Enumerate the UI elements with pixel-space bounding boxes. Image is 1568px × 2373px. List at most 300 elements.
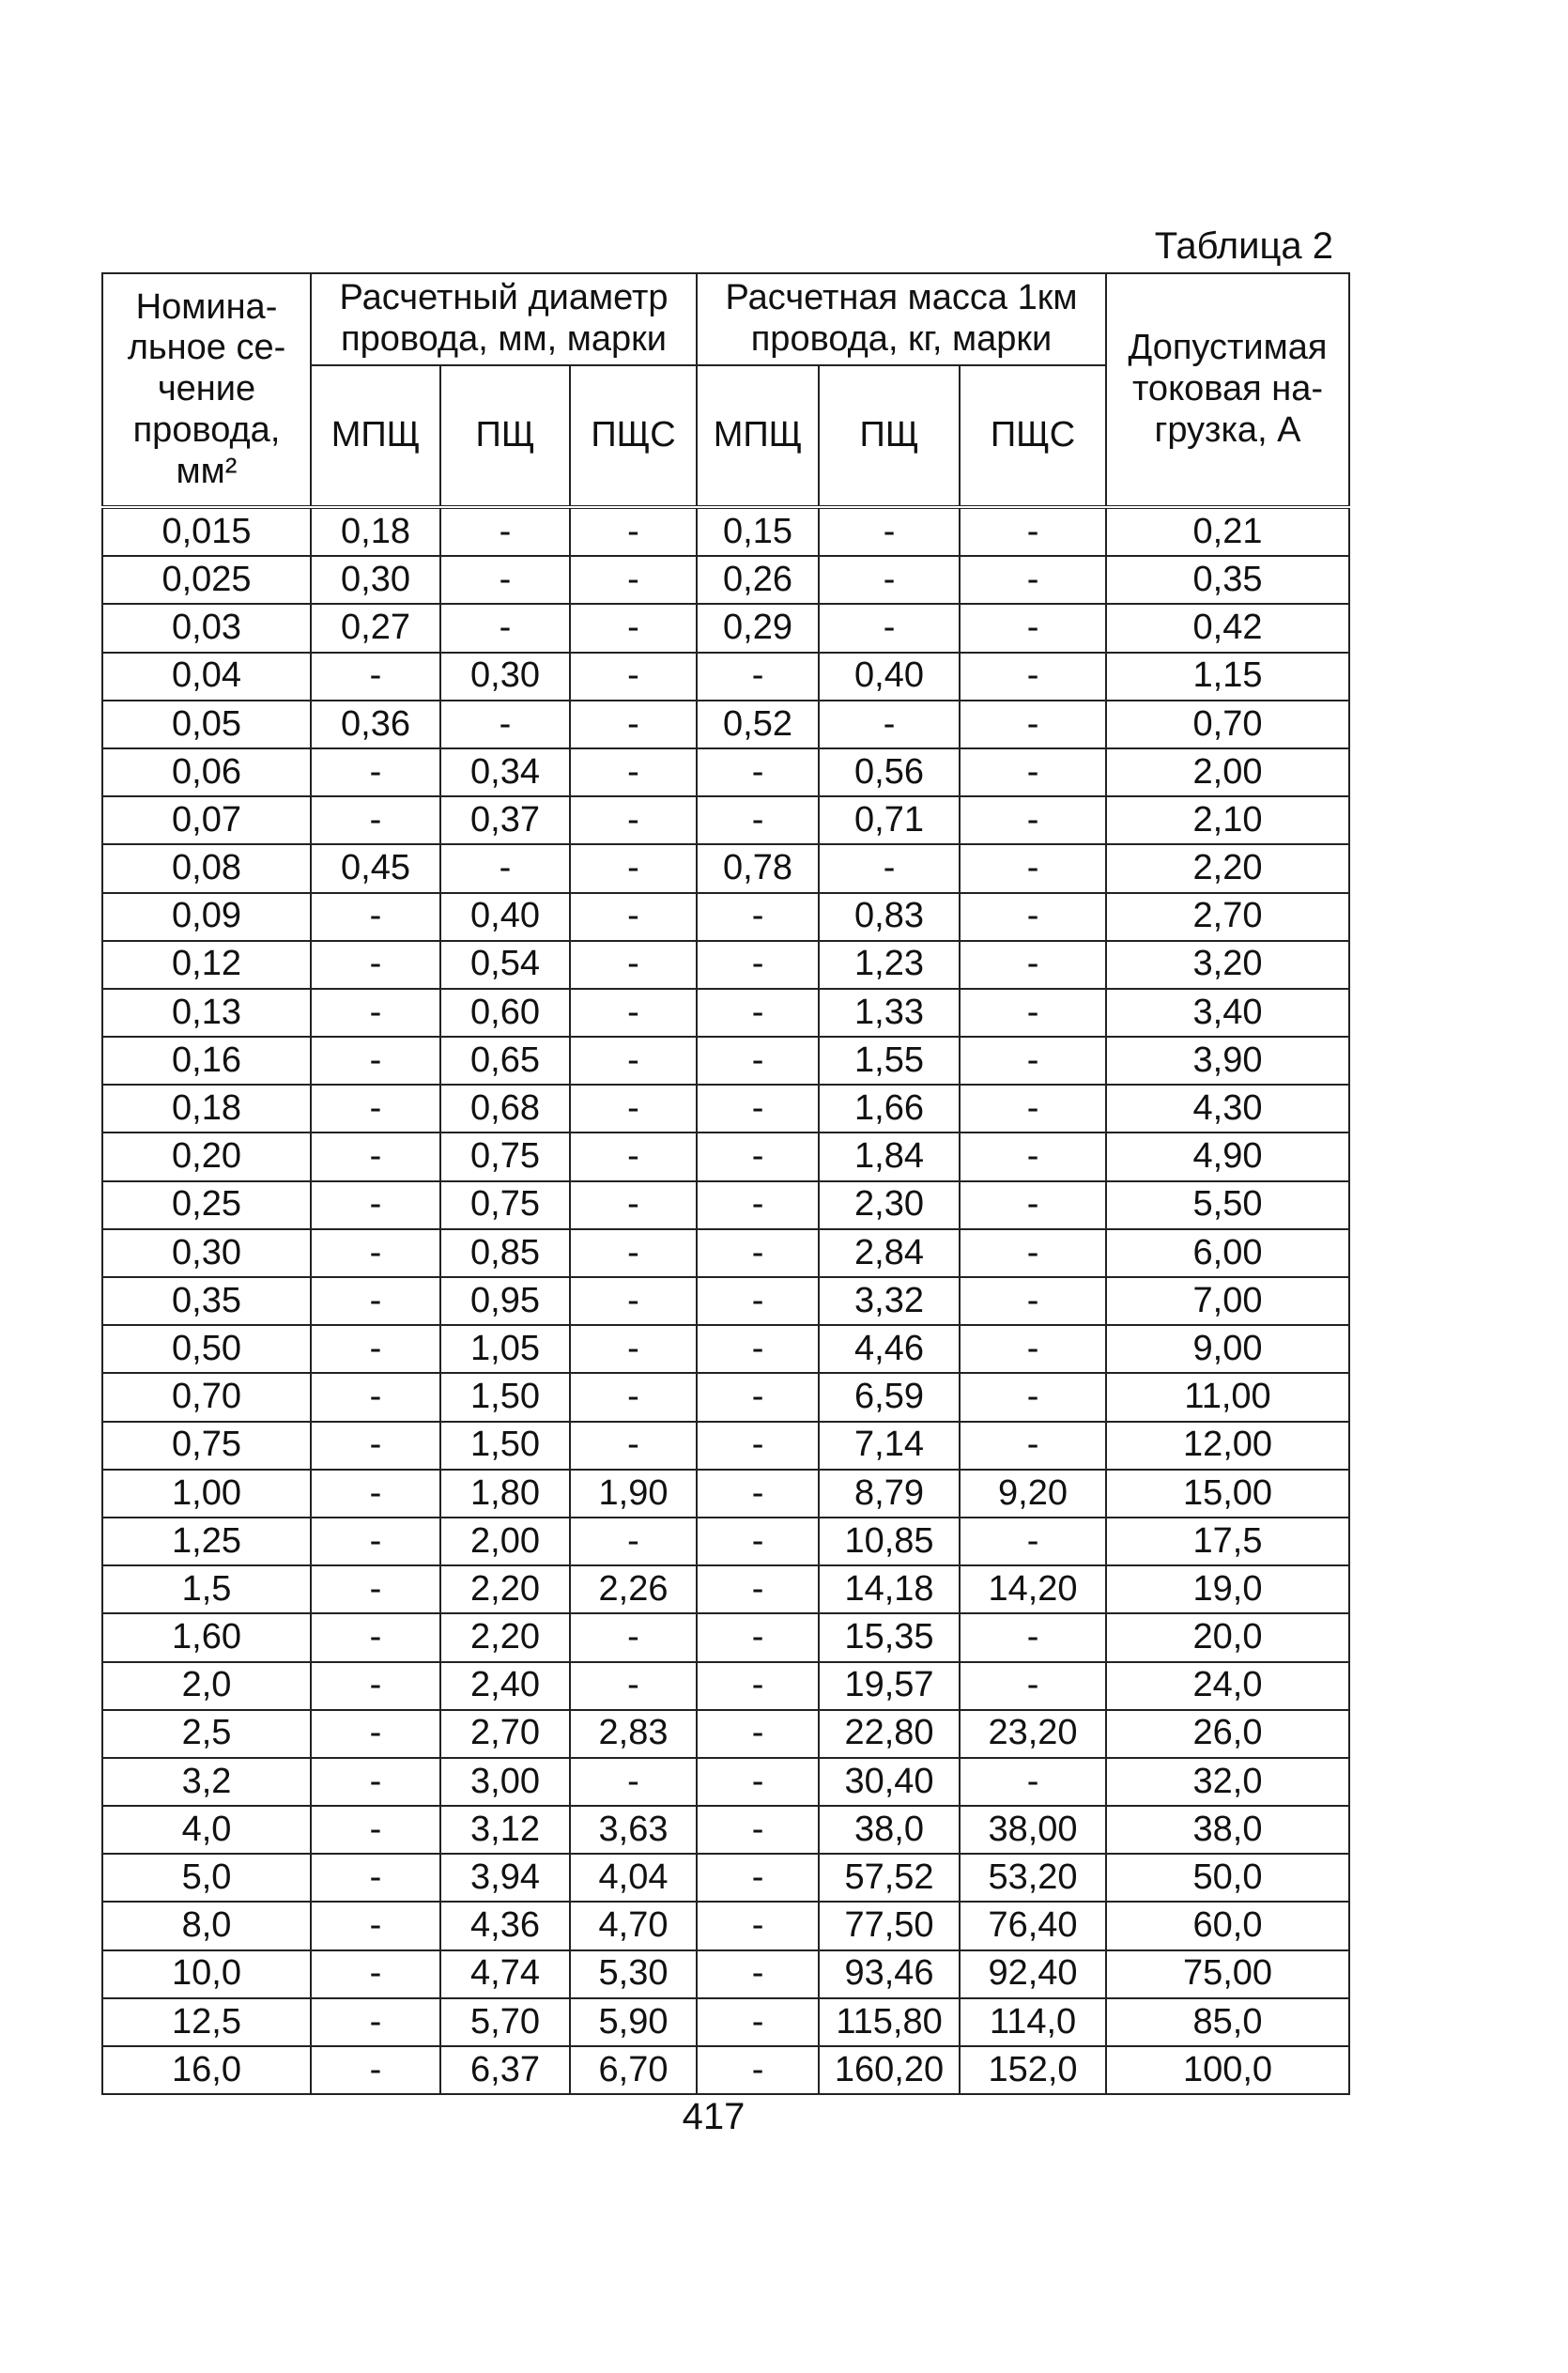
cell-diameter-pshs: 5,90 [570,1998,697,2046]
cell-diameter-pshs: - [570,1758,697,1806]
cell-diameter-pshs: - [570,1037,697,1085]
header-mass-pshs: ПЩС [960,365,1106,507]
cell-mass-mpsh: - [697,1710,819,1758]
cell-current: 1,15 [1106,653,1349,701]
cell-mass-psh: 0,56 [819,748,960,796]
cell-section: 1,00 [102,1470,311,1518]
cell-diameter-psh: 0,37 [440,796,570,844]
cell-diameter-psh: 0,75 [440,1133,570,1180]
table-row [102,1470,1349,1518]
cell-diameter-mpsh: 0,45 [311,844,440,892]
table-row [102,1518,1349,1565]
cell-diameter-pshs: - [570,1662,697,1710]
cell-current: 75,00 [1106,1950,1349,1998]
cell-diameter-psh: 0,40 [440,893,570,941]
cell-diameter-mpsh: - [311,1277,440,1325]
cell-mass-pshs: - [960,507,1106,556]
cell-section: 12,5 [102,1998,311,2046]
cell-section: 2,5 [102,1710,311,1758]
cell-mass-mpsh: 0,29 [697,604,819,652]
cell-diameter-mpsh: - [311,1950,440,1998]
cell-current: 2,10 [1106,796,1349,844]
cell-mass-pshs: - [960,941,1106,989]
cell-diameter-mpsh: - [311,1085,440,1133]
cell-mass-psh: 77,50 [819,1902,960,1949]
cell-mass-pshs: - [960,1422,1106,1470]
cell-current: 0,35 [1106,556,1349,604]
cell-mass-psh: 30,40 [819,1758,960,1806]
cell-diameter-pshs: - [570,507,697,556]
cell-mass-pshs: - [960,893,1106,941]
cell-diameter-pshs: - [570,1613,697,1661]
cell-diameter-pshs: 4,70 [570,1902,697,1949]
cell-mass-pshs: - [960,653,1106,701]
cell-diameter-psh: 4,36 [440,1902,570,1949]
cell-diameter-mpsh: - [311,1758,440,1806]
table-row [102,1854,1349,1902]
cell-diameter-pshs: - [570,653,697,701]
cell-diameter-pshs: - [570,796,697,844]
cell-mass-pshs: - [960,556,1106,604]
cell-diameter-pshs: 6,70 [570,2046,697,2094]
cell-diameter-psh: - [440,844,570,892]
cell-mass-mpsh: 0,52 [697,701,819,748]
table-row [102,2046,1349,2094]
cell-diameter-mpsh: - [311,1422,440,1470]
cell-diameter-mpsh: 0,18 [311,507,440,556]
cell-section: 3,2 [102,1758,311,1806]
cell-mass-psh: 4,46 [819,1325,960,1373]
cell-mass-pshs: 38,00 [960,1806,1106,1854]
cell-mass-mpsh: - [697,1758,819,1806]
table-row [102,604,1349,652]
cell-mass-mpsh: - [697,796,819,844]
cell-mass-psh: 2,30 [819,1181,960,1229]
cell-diameter-mpsh: - [311,989,440,1037]
cell-diameter-pshs: - [570,941,697,989]
cell-mass-mpsh: 0,15 [697,507,819,556]
cell-mass-pshs: - [960,748,1106,796]
cell-section: 0,30 [102,1229,311,1277]
cell-diameter-mpsh: - [311,1662,440,1710]
table-row [102,1325,1349,1373]
cell-diameter-mpsh: - [311,1854,440,1902]
cell-section: 0,20 [102,1133,311,1180]
cell-section: 0,03 [102,604,311,652]
cell-mass-mpsh: - [697,941,819,989]
cell-diameter-psh: 0,65 [440,1037,570,1085]
cell-diameter-pshs: 4,04 [570,1854,697,1902]
cell-diameter-mpsh: - [311,748,440,796]
cell-mass-pshs: - [960,604,1106,652]
cell-section: 0,06 [102,748,311,796]
cell-diameter-psh: 5,70 [440,1998,570,2046]
cell-diameter-psh: 0,75 [440,1181,570,1229]
cell-section: 5,0 [102,1854,311,1902]
wire-data-table [101,272,1350,2095]
cell-diameter-psh: - [440,507,570,556]
cell-diameter-psh: - [440,556,570,604]
table-row [102,701,1349,748]
cell-current: 0,70 [1106,701,1349,748]
cell-mass-psh: 160,20 [819,2046,960,2094]
cell-mass-pshs: - [960,1085,1106,1133]
cell-mass-mpsh: - [697,1037,819,1085]
cell-diameter-pshs: - [570,1325,697,1373]
cell-current: 2,70 [1106,893,1349,941]
cell-mass-psh: 2,84 [819,1229,960,1277]
table-row [102,893,1349,941]
cell-mass-pshs: 152,0 [960,2046,1106,2094]
cell-diameter-psh: 2,40 [440,1662,570,1710]
cell-mass-pshs: - [960,1518,1106,1565]
cell-diameter-psh: 2,20 [440,1613,570,1661]
cell-diameter-psh: - [440,701,570,748]
cell-diameter-pshs: - [570,1422,697,1470]
cell-section: 4,0 [102,1806,311,1854]
cell-section: 0,25 [102,1181,311,1229]
cell-mass-mpsh: - [697,989,819,1037]
cell-mass-psh: 38,0 [819,1806,960,1854]
cell-diameter-psh: 0,54 [440,941,570,989]
cell-diameter-mpsh: - [311,653,440,701]
cell-diameter-mpsh: - [311,1518,440,1565]
cell-current: 38,0 [1106,1806,1349,1854]
cell-mass-mpsh: - [697,1085,819,1133]
cell-mass-psh: 0,83 [819,893,960,941]
cell-diameter-mpsh: - [311,1229,440,1277]
cell-mass-pshs: - [960,1229,1106,1277]
cell-mass-pshs: 14,20 [960,1565,1106,1613]
cell-section: 0,35 [102,1277,311,1325]
cell-diameter-psh: - [440,604,570,652]
cell-mass-pshs: - [960,1613,1106,1661]
cell-mass-psh: - [819,604,960,652]
cell-mass-mpsh: - [697,1950,819,1998]
cell-diameter-mpsh: - [311,796,440,844]
table-row [102,1758,1349,1806]
cell-diameter-pshs: - [570,844,697,892]
table-row [102,507,1349,556]
cell-mass-mpsh: - [697,1181,819,1229]
cell-mass-mpsh: - [697,1613,819,1661]
cell-diameter-psh: 0,85 [440,1229,570,1277]
cell-diameter-psh: 1,80 [440,1470,570,1518]
cell-mass-mpsh: - [697,748,819,796]
cell-mass-pshs: - [960,701,1106,748]
cell-diameter-mpsh: - [311,941,440,989]
cell-current: 3,90 [1106,1037,1349,1085]
cell-mass-mpsh: - [697,1229,819,1277]
cell-current: 7,00 [1106,1277,1349,1325]
cell-section: 0,025 [102,556,311,604]
cell-mass-pshs: 76,40 [960,1902,1106,1949]
table-row [102,1902,1349,1949]
cell-section: 0,18 [102,1085,311,1133]
cell-diameter-pshs: - [570,1518,697,1565]
cell-current: 20,0 [1106,1613,1349,1661]
table-row [102,1181,1349,1229]
cell-diameter-pshs: 2,26 [570,1565,697,1613]
header-diameter-mpsh: МПЩ [311,365,440,507]
table-row [102,1998,1349,2046]
table-row [102,1373,1349,1421]
cell-current: 12,00 [1106,1422,1349,1470]
cell-current: 17,5 [1106,1518,1349,1565]
cell-mass-psh: 22,80 [819,1710,960,1758]
cell-diameter-mpsh: - [311,1181,440,1229]
cell-mass-psh: 1,33 [819,989,960,1037]
cell-current: 32,0 [1106,1758,1349,1806]
header-current: Допустимая токовая на-грузка, А [1106,273,1349,507]
cell-section: 16,0 [102,2046,311,2094]
cell-diameter-psh: 1,50 [440,1422,570,1470]
header-diameter-pshs: ПЩС [570,365,697,507]
cell-diameter-pshs: 1,90 [570,1470,697,1518]
table-row [102,1037,1349,1085]
cell-current: 2,00 [1106,748,1349,796]
cell-mass-psh: 93,46 [819,1950,960,1998]
table-row [102,1565,1349,1613]
cell-section: 10,0 [102,1950,311,1998]
table-row [102,1133,1349,1180]
cell-diameter-psh: 0,30 [440,653,570,701]
cell-section: 0,015 [102,507,311,556]
table-row [102,844,1349,892]
cell-diameter-mpsh: - [311,1806,440,1854]
cell-mass-psh: - [819,556,960,604]
cell-mass-psh: 0,71 [819,796,960,844]
cell-diameter-psh: 1,05 [440,1325,570,1373]
cell-section: 0,16 [102,1037,311,1085]
cell-mass-mpsh: - [697,1565,819,1613]
cell-diameter-psh: 6,37 [440,2046,570,2094]
cell-mass-psh: 1,84 [819,1133,960,1180]
cell-diameter-psh: 0,34 [440,748,570,796]
cell-diameter-mpsh: - [311,2046,440,2094]
cell-mass-pshs: 114,0 [960,1998,1106,2046]
cell-diameter-psh: 0,60 [440,989,570,1037]
cell-mass-psh: - [819,844,960,892]
cell-mass-psh: 57,52 [819,1854,960,1902]
table-row [102,796,1349,844]
cell-mass-pshs: - [960,796,1106,844]
header-section: Номина-льное се-чение провода, мм² [102,273,311,507]
cell-diameter-pshs: - [570,893,697,941]
cell-mass-psh: 8,79 [819,1470,960,1518]
cell-diameter-mpsh: - [311,1998,440,2046]
cell-mass-pshs: - [960,1037,1106,1085]
table-row [102,989,1349,1037]
cell-diameter-pshs: - [570,556,697,604]
cell-current: 3,40 [1106,989,1349,1037]
cell-section: 0,50 [102,1325,311,1373]
cell-mass-psh: 1,66 [819,1085,960,1133]
cell-mass-psh: - [819,701,960,748]
table-header [102,273,1349,507]
cell-diameter-pshs: - [570,701,697,748]
cell-current: 0,42 [1106,604,1349,652]
cell-section: 0,09 [102,893,311,941]
cell-diameter-pshs: 5,30 [570,1950,697,1998]
cell-current: 50,0 [1106,1854,1349,1902]
table-row [102,653,1349,701]
cell-mass-psh: 1,55 [819,1037,960,1085]
cell-mass-mpsh: - [697,893,819,941]
cell-mass-mpsh: - [697,1902,819,1949]
cell-mass-pshs: - [960,1325,1106,1373]
cell-diameter-pshs: - [570,1133,697,1180]
cell-section: 8,0 [102,1902,311,1949]
table-row [102,1085,1349,1133]
cell-mass-mpsh: - [697,1470,819,1518]
cell-current: 19,0 [1106,1565,1349,1613]
cell-mass-mpsh: - [697,1133,819,1180]
cell-mass-psh: 3,32 [819,1277,960,1325]
cell-mass-psh: - [819,507,960,556]
cell-mass-pshs: - [960,1662,1106,1710]
cell-mass-mpsh: - [697,1373,819,1421]
cell-diameter-mpsh: - [311,1613,440,1661]
cell-diameter-pshs: - [570,1373,697,1421]
cell-current: 4,90 [1106,1133,1349,1180]
cell-section: 0,13 [102,989,311,1037]
cell-mass-mpsh: - [697,653,819,701]
table-caption: Таблица 2 [1154,225,1333,267]
cell-mass-pshs: - [960,1181,1106,1229]
cell-section: 0,05 [102,701,311,748]
cell-section: 1,25 [102,1518,311,1565]
cell-mass-mpsh: - [697,1806,819,1854]
cell-mass-pshs: - [960,844,1106,892]
cell-mass-psh: 15,35 [819,1613,960,1661]
header-diameter-psh: ПЩ [440,365,570,507]
cell-diameter-psh: 3,94 [440,1854,570,1902]
cell-current: 0,21 [1106,507,1349,556]
cell-current: 4,30 [1106,1085,1349,1133]
cell-mass-psh: 10,85 [819,1518,960,1565]
cell-section: 0,07 [102,796,311,844]
header-mass-psh: ПЩ [819,365,960,507]
cell-current: 85,0 [1106,1998,1349,2046]
cell-current: 24,0 [1106,1662,1349,1710]
cell-mass-mpsh: - [697,1422,819,1470]
table-row [102,1806,1349,1854]
cell-mass-psh: 7,14 [819,1422,960,1470]
table-row [102,556,1349,604]
header-mass-group: Расчетная масса 1км провода, кг, марки [697,273,1106,365]
cell-mass-psh: 19,57 [819,1662,960,1710]
cell-diameter-psh: 0,68 [440,1085,570,1133]
cell-current: 15,00 [1106,1470,1349,1518]
table-row [102,1662,1349,1710]
cell-mass-pshs: - [960,989,1106,1037]
cell-current: 6,00 [1106,1229,1349,1277]
cell-section: 0,04 [102,653,311,701]
cell-mass-pshs: - [960,1277,1106,1325]
cell-mass-mpsh: - [697,2046,819,2094]
cell-diameter-mpsh: - [311,893,440,941]
cell-current: 3,20 [1106,941,1349,989]
cell-mass-pshs: - [960,1373,1106,1421]
cell-mass-mpsh: - [697,1277,819,1325]
cell-diameter-psh: 2,70 [440,1710,570,1758]
table-row [102,1950,1349,1998]
cell-diameter-mpsh: 0,30 [311,556,440,604]
cell-current: 5,50 [1106,1181,1349,1229]
table-body [102,507,1349,2094]
cell-mass-pshs: 92,40 [960,1950,1106,1998]
cell-diameter-psh: 3,12 [440,1806,570,1854]
cell-mass-mpsh: - [697,1518,819,1565]
cell-mass-pshs: 23,20 [960,1710,1106,1758]
cell-current: 11,00 [1106,1373,1349,1421]
cell-diameter-mpsh: - [311,1325,440,1373]
cell-mass-mpsh: - [697,1325,819,1373]
cell-mass-mpsh: - [697,1998,819,2046]
header-diameter-group: Расчетный диаметр провода, мм, марки [311,273,697,365]
cell-section: 2,0 [102,1662,311,1710]
page-number: 417 [682,2096,746,2137]
cell-diameter-mpsh: 0,27 [311,604,440,652]
cell-mass-mpsh: 0,78 [697,844,819,892]
table-row [102,1422,1349,1470]
cell-mass-mpsh: 0,26 [697,556,819,604]
cell-diameter-mpsh: - [311,1710,440,1758]
cell-section: 0,08 [102,844,311,892]
header-mass-mpsh: МПЩ [697,365,819,507]
cell-diameter-mpsh: - [311,1373,440,1421]
cell-diameter-psh: 2,00 [440,1518,570,1565]
cell-mass-pshs: 53,20 [960,1854,1106,1902]
cell-mass-pshs: - [960,1758,1106,1806]
table-row [102,748,1349,796]
cell-current: 2,20 [1106,844,1349,892]
cell-current: 60,0 [1106,1902,1349,1949]
cell-section: 1,60 [102,1613,311,1661]
table-row [102,1229,1349,1277]
table-row [102,1613,1349,1661]
cell-diameter-psh: 1,50 [440,1373,570,1421]
cell-section: 0,12 [102,941,311,989]
cell-diameter-pshs: - [570,1277,697,1325]
cell-current: 26,0 [1106,1710,1349,1758]
cell-diameter-mpsh: - [311,1470,440,1518]
cell-section: 0,75 [102,1422,311,1470]
cell-current: 9,00 [1106,1325,1349,1373]
cell-mass-pshs: - [960,1133,1106,1180]
cell-mass-mpsh: - [697,1662,819,1710]
cell-diameter-pshs: - [570,1181,697,1229]
cell-diameter-mpsh: - [311,1133,440,1180]
cell-mass-psh: 1,23 [819,941,960,989]
table-row [102,941,1349,989]
cell-diameter-pshs: - [570,1085,697,1133]
cell-diameter-psh: 2,20 [440,1565,570,1613]
cell-diameter-psh: 0,95 [440,1277,570,1325]
cell-diameter-pshs: 3,63 [570,1806,697,1854]
cell-mass-psh: 0,40 [819,653,960,701]
cell-mass-psh: 6,59 [819,1373,960,1421]
cell-mass-mpsh: - [697,1854,819,1902]
cell-section: 1,5 [102,1565,311,1613]
cell-diameter-mpsh: - [311,1037,440,1085]
cell-diameter-psh: 3,00 [440,1758,570,1806]
cell-diameter-pshs: 2,83 [570,1710,697,1758]
cell-mass-psh: 14,18 [819,1565,960,1613]
cell-diameter-pshs: - [570,604,697,652]
cell-mass-psh: 115,80 [819,1998,960,2046]
